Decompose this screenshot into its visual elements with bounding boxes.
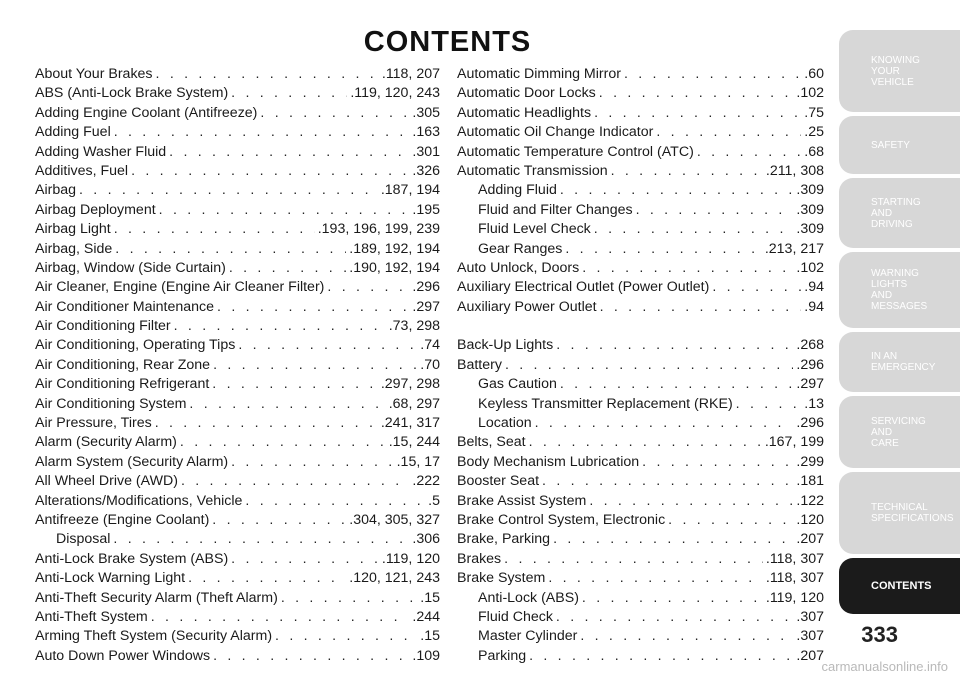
dot-leader [553,530,793,549]
index-entry[interactable] [457,104,824,123]
entry-pages: .307 [796,608,824,625]
dot-leader [189,395,385,414]
dot-leader [188,569,346,588]
entry-term: Air Conditioning Filter [35,318,171,335]
dot-leader [529,647,793,666]
entry-pages: .268 [796,337,824,354]
index-entry[interactable] [457,162,824,181]
dot-leader [505,356,793,375]
dot-leader [131,162,409,181]
entry-pages: .119, 120, 243 [350,85,440,102]
entry-term: Location [478,415,532,432]
entry-term: Air Conditioning System [35,395,187,412]
entry-term: Automatic Oil Change Indicator [457,124,654,141]
index-entry[interactable] [457,550,824,569]
dot-leader [181,472,409,491]
entry-pages: .94 [804,298,824,315]
index-column-left [35,65,440,666]
entry-pages: .297 [412,298,440,315]
entry-term: Brake, Parking [457,531,551,548]
entry-pages: .109 [412,647,440,664]
dot-leader [231,550,379,569]
dot-leader [114,220,315,239]
dot-leader [580,627,793,646]
entry-term: Air Pressure, Tires [35,415,152,432]
entry-pages: .75 [804,104,824,121]
tab-label: IN AN EMERGENCY [871,351,936,373]
tab-in-an-emergency[interactable] [839,332,960,392]
dot-leader [213,647,409,666]
entry-term: Brakes [457,550,502,567]
page-number: 333 [861,622,898,647]
dot-leader [155,414,378,433]
index-entry[interactable] [35,298,440,317]
dot-leader [668,511,793,530]
entry-pages: .307 [796,628,824,645]
index-entry[interactable] [457,647,824,666]
entry-pages: .244 [412,608,440,625]
entry-pages: .296 [412,279,440,296]
dot-leader [582,589,763,608]
dot-leader [560,181,794,200]
index-entry[interactable] [35,336,440,355]
entry-pages: .181 [796,473,824,490]
tab-contents[interactable] [839,558,960,614]
entry-pages: .15, 17 [396,453,440,470]
index-entry[interactable] [35,104,440,123]
entry-pages: .15 [420,628,440,645]
dot-leader [589,492,793,511]
dot-leader [231,84,347,103]
entry-pages: .119, 120 [765,589,824,606]
dot-leader [79,181,378,200]
entry-pages: .309 [796,201,824,218]
entry-term: Adding Washer Fluid [35,143,167,160]
index-entry[interactable] [457,84,824,103]
entry-pages: .241, 317 [380,415,440,432]
entry-pages: .68 [804,143,824,160]
dot-leader [213,356,417,375]
dot-leader [151,608,410,627]
dot-leader [229,259,346,278]
index-entry[interactable] [457,143,824,162]
tab-label: CONTENTS [871,579,932,592]
entry-term: Automatic Dimming Mirror [457,66,621,82]
entry-term: Automatic Temperature Control (ATC) [457,143,694,160]
page-title: CONTENTS [363,26,532,58]
index-entry[interactable] [457,453,824,472]
entry-pages: .326 [412,162,440,179]
index-entry[interactable] [35,453,440,472]
index-entry[interactable] [35,472,440,491]
entry-pages: .68, 297 [388,395,440,412]
index-entry[interactable] [457,511,824,530]
entry-term: Air Conditioning Refrigerant [35,376,210,393]
dot-leader [656,123,801,142]
index-entry[interactable] [35,84,440,103]
dot-leader [174,317,386,336]
dot-leader [260,104,409,123]
entry-term: Airbag Light [35,221,111,238]
entry-pages: .13 [804,395,824,412]
index-entry[interactable] [457,530,824,549]
index-entry[interactable] [457,240,824,259]
tab-label: SERVICING AND CARE [871,415,926,449]
entry-pages: .213, 217 [764,240,824,257]
index-entry[interactable] [457,569,824,588]
index-entry[interactable] [35,220,440,239]
entry-pages: .301 [412,143,440,160]
dot-leader [636,201,794,220]
index-entry[interactable] [457,395,824,414]
entry-pages: .222 [412,473,440,490]
tab-knowing-your-vehicle[interactable] [839,30,960,112]
entry-term: Keyless Transmitter Replacement (RKE) [478,395,733,412]
tab-safety[interactable] [839,116,960,174]
index-entry[interactable] [35,608,440,627]
entry-term: Auto Down Power Windows [35,647,211,664]
entry-term: Gear Ranges [478,240,563,257]
entry-term: Parking [478,647,527,664]
entry-pages: .118, 307 [765,550,824,567]
entry-pages: .70 [420,356,440,373]
dot-leader [535,414,794,433]
tab-label: STARTING AND DRIVING [871,196,921,230]
dot-leader [599,84,794,103]
index-entry[interactable] [35,65,440,84]
entry-pages: .74 [420,337,440,354]
index-entry[interactable] [457,278,824,297]
dot-leader [611,162,763,181]
index-entry[interactable] [35,317,440,336]
entry-pages: .207 [796,531,824,548]
index-entry[interactable] [457,336,824,355]
entry-term: Belts, Seat [457,434,526,451]
index-entry[interactable] [457,589,824,608]
dot-leader [327,278,409,297]
index-entry[interactable] [457,375,824,394]
index-entry[interactable] [35,278,440,297]
index-entry[interactable] [457,181,824,200]
entry-term: Airbag [35,182,77,199]
entry-term: Antifreeze (Engine Coolant) [35,511,210,528]
entry-pages: .297 [796,376,824,393]
dot-leader [642,453,793,472]
dot-leader [231,453,393,472]
entry-term: Brake System [457,570,546,587]
entry-pages: .118, 207 [381,66,440,82]
dot-leader [624,65,801,84]
index-entry[interactable] [457,356,824,375]
entry-term: Adding Engine Coolant (Antifreeze) [35,104,258,121]
entry-pages: .309 [796,182,824,199]
dot-leader [180,433,386,452]
dot-leader [565,240,761,259]
index-entry[interactable] [457,65,824,84]
entry-term: Disposal [56,531,111,548]
dot-leader [542,472,793,491]
index-entry[interactable] [457,259,824,278]
entry-pages: .189, 192, 194 [349,240,440,257]
entry-pages: .187, 194 [380,182,440,199]
entry-pages: .5 [428,492,440,509]
entry-term: Auxiliary Power Outlet [457,298,597,315]
dot-leader [217,298,409,317]
entry-pages: .306 [412,531,440,548]
entry-pages: .118, 307 [765,570,824,587]
dot-leader [529,433,762,452]
index-entry[interactable] [35,123,440,142]
entry-pages: .119, 120 [381,550,440,567]
index-entry[interactable] [35,259,440,278]
entry-term: Automatic Door Locks [457,85,596,102]
dot-leader [582,259,793,278]
entry-term: Airbag, Side [35,240,113,257]
index-entry[interactable] [457,627,824,646]
entry-pages: .211, 308 [765,162,824,179]
section-tabs [839,0,960,678]
entry-pages: .120 [796,511,824,528]
entry-term: Adding Fuel [35,124,111,141]
index-entry[interactable] [35,569,440,588]
index-entry[interactable] [35,181,440,200]
entry-pages: .304, 305, 327 [349,511,440,528]
tab-label: TECHNICAL SPECIFICATIONS [871,502,954,524]
entry-pages: .190, 192, 194 [349,259,440,276]
entry-pages: .305 [412,104,440,121]
entry-term: Fluid and Filter Changes [478,201,633,218]
dot-leader [159,201,410,220]
index-entry[interactable] [35,162,440,181]
dot-leader [113,530,409,549]
entry-term: Anti-Lock (ABS) [478,589,579,606]
dot-leader [556,608,793,627]
entry-term: Fluid Check [478,608,553,625]
dot-leader [712,278,801,297]
entry-pages: .193, 196, 199, 239 [317,221,440,238]
dot-leader [169,143,409,162]
entry-pages: .309 [796,221,824,238]
entry-term: Anti-Lock Brake System (ABS) [35,550,229,567]
dot-leader [115,240,346,259]
entry-term: Body Mechanism Lubrication [457,453,640,470]
entry-pages: .120, 121, 243 [349,570,440,587]
index-entry[interactable] [457,414,824,433]
index-entry[interactable] [35,240,440,259]
index-entry[interactable] [35,414,440,433]
index-entry[interactable] [457,220,824,239]
entry-pages: .207 [796,647,824,664]
dot-leader [245,492,425,511]
entry-term: Airbag Deployment [35,201,156,218]
index-entry[interactable] [35,627,440,646]
tab-warning-lights-and-messages[interactable] [839,252,960,328]
index-entry[interactable] [457,433,824,452]
entry-term: Booster Seat [457,473,540,490]
entry-pages: .102 [796,85,824,102]
entry-term: Alarm System (Security Alarm) [35,453,229,470]
entry-term: Additives, Fuel [35,162,129,179]
tab-technical-specifications[interactable] [839,472,960,554]
index-entry[interactable] [457,123,824,142]
index-entry[interactable] [35,356,440,375]
index-column-right [457,65,824,666]
index-entry[interactable] [35,433,440,452]
entry-term: Anti-Lock Warning Light [35,570,186,587]
index-entry[interactable] [35,511,440,530]
entry-pages: .122 [796,492,824,509]
index-entry[interactable] [457,472,824,491]
index-entry[interactable] [457,298,824,317]
entry-pages: .25 [804,124,824,141]
dot-leader [594,220,794,239]
dot-leader [594,104,801,123]
entry-pages: .94 [804,279,824,296]
entry-term: Master Cylinder [478,628,578,645]
index-entry[interactable] [457,492,824,511]
entry-pages: .297, 298 [380,376,440,393]
entry-term: Airbag, Window (Side Curtain) [35,259,226,276]
dot-leader [275,627,417,646]
index-entry[interactable] [35,201,440,220]
entry-term: Battery [457,356,502,373]
dot-leader [504,550,763,569]
dot-leader [560,375,794,394]
index-entry[interactable] [457,608,824,627]
entry-term: Anti-Theft System [35,608,148,625]
dot-leader [736,395,802,414]
entry-term: Adding Fluid [478,182,557,199]
entry-term: Back-Up Lights [457,337,554,354]
entry-pages: .296 [796,356,824,373]
watermark: carmanualsonline.info [821,659,948,674]
index-entry[interactable] [35,143,440,162]
dot-leader [281,589,417,608]
tab-label: KNOWING YOUR VEHICLE [871,54,920,88]
tab-starting-and-driving[interactable] [839,178,960,248]
tab-label: WARNING LIGHTS AND MESSAGES [871,268,928,312]
entry-term: ABS (Anti-Lock Brake System) [35,85,229,102]
entry-term: All Wheel Drive (AWD) [35,473,178,490]
entry-term: Alarm (Security Alarm) [35,434,177,451]
entry-term: Automatic Headlights [457,104,592,121]
index-entry[interactable] [35,589,440,608]
entry-pages: .299 [796,453,824,470]
index-entry[interactable] [35,530,440,549]
dot-leader [114,123,410,142]
dot-leader [697,143,801,162]
dot-leader [212,375,378,394]
index-entry[interactable] [35,492,440,511]
entry-term: Anti-Theft Security Alarm (Theft Alarm) [35,589,278,606]
dot-leader [238,336,417,355]
dot-leader [156,65,379,84]
entry-pages: .296 [796,415,824,432]
dot-leader [600,298,802,317]
entry-term: Gas Caution [478,376,557,393]
entry-pages: .102 [796,259,824,276]
entry-term: Arming Theft System (Security Alarm) [35,628,273,645]
entry-pages: .73, 298 [388,318,440,335]
entry-term: Air Conditioning, Rear Zone [35,356,211,373]
dot-leader [212,511,346,530]
entry-term: Air Conditioning, Operating Tips [35,337,236,354]
entry-term: Air Cleaner, Engine (Engine Air Cleaner Filter) [35,279,325,296]
index-entry[interactable] [35,375,440,394]
entry-pages: .15 [420,589,440,606]
index-entry[interactable] [35,395,440,414]
index-entry[interactable] [35,550,440,569]
entry-term: Brake Control System, Electronic [457,511,666,528]
dot-leader [548,569,763,588]
tab-label: SAFETY [871,139,910,151]
entry-term: Fluid Level Check [478,221,591,238]
entry-pages: .60 [804,66,824,82]
entry-term: About Your Brakes [35,66,153,82]
entry-pages: .195 [412,201,440,218]
index-entry[interactable] [457,201,824,220]
entry-term: Air Conditioner Maintenance [35,298,215,315]
index-entry[interactable] [35,647,440,666]
entry-pages: .15, 244 [388,434,440,451]
entry-term: Alterations/Modifications, Vehicle [35,492,243,509]
entry-pages: .167, 199 [764,434,824,451]
entry-pages: .163 [412,124,440,141]
entry-term: Auxiliary Electrical Outlet (Power Outlet) [457,279,710,296]
entry-term: Automatic Transmission [457,162,608,179]
tab-servicing-and-care[interactable] [839,396,960,468]
entry-term: Brake Assist System [457,492,587,509]
entry-term: Auto Unlock, Doors [457,259,580,276]
dot-leader [556,336,793,355]
